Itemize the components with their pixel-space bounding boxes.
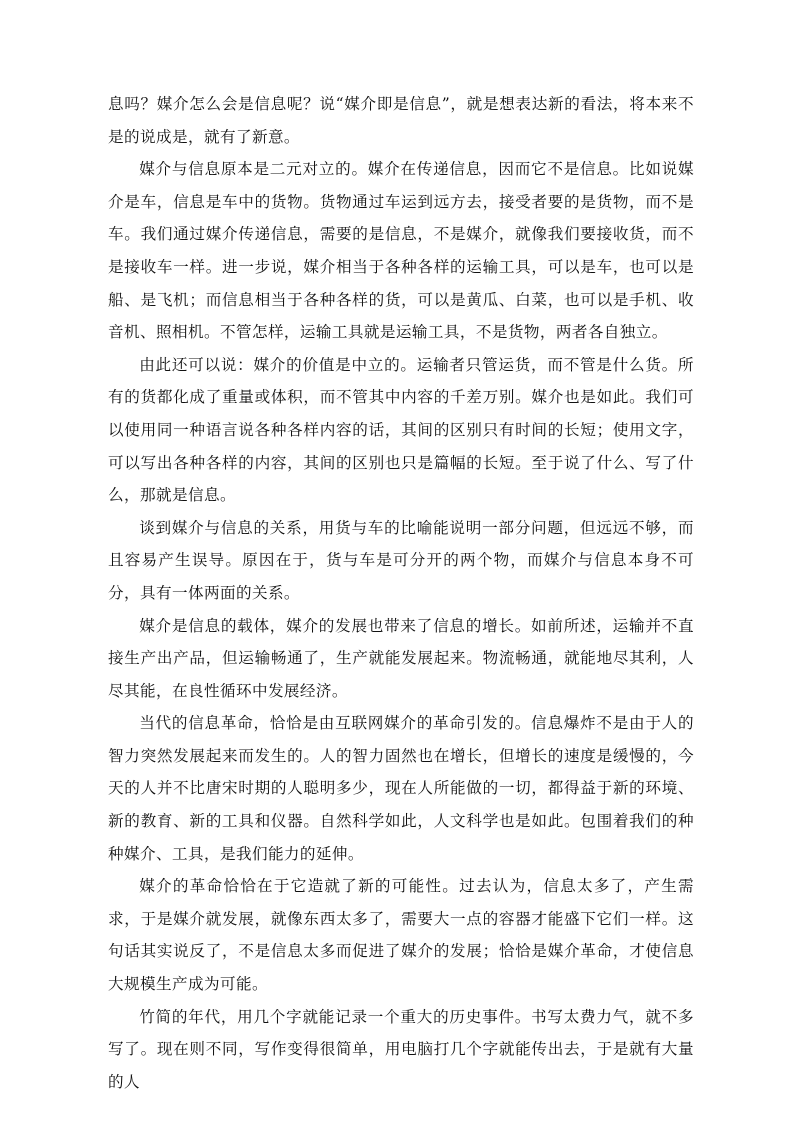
paragraph-information-revolution: 当代的信息革命，恰恰是由互联网媒介的革命引发的。信息爆炸不是由于人的智力突然发展起来而发生的。人的智力固然也在增长，但增长的速度是缓慢的，今天的人并不比唐宋时期的人聪明多少，现在人所能做的一切，都得益于新的环境、新的教育、新的工具和仪器。自然科学如此，人文科学也是如此。包围着我们的种种媒介、工具，是我们能力的延伸。 bbox=[108, 714, 694, 863]
paragraph-continuation: 息吗？媒介怎么会是信息呢？说“媒介即是信息”，就是想表达新的看法，将本来不是的说成是，就有了新意。 bbox=[108, 95, 694, 146]
paragraph-bamboo-slips: 竹简的年代，用几个字就能记录一个重大的历史事件。书写太费力气，就不多写了。现在则不同，写作变得很简单，用电脑打几个字就能传出去，于是就有大量的人 bbox=[108, 1007, 694, 1091]
document-page bbox=[108, 88, 694, 1098]
paragraph-media-neutral-value: 由此还可以说：媒介的价值是中立的。运输者只管运货，而不管是什么货。所有的货都化成了重量或体积，而不管其中内容的千差万别。媒介也是如此。我们可以使用同一种语言说各种各样内容的话，其间的区别只有时间的长短；使用文字，可以写出各种各样的内容，其间的区别也只是篇幅的长短。至于说了什么、写了什么，那就是信息。 bbox=[108, 355, 694, 505]
paragraph-media-vs-information: 媒介与信息原本是二元对立的。媒介在传递信息，因而它不是信息。比如说媒介是车，信息是车中的货物。货物通过车运到远方去，接受者要的是货物，而不是车。我们通过媒介传递信息，需要的是信息，不是媒介，就像我们要接收货，而不是接收车一样。进一步说，媒介相当于各种各样的运输工具，可以是车，也可以是船、是飞机；而信息相当于各种各样的货，可以是黄瓜、白菜，也可以是手机、收音机、照相机。不管怎样，运输工具就是运输工具，不是货物，两者各自独立。 bbox=[108, 160, 694, 342]
paragraph-metaphor-limits: 谈到媒介与信息的关系，用货与车的比喻能说明一部分问题，但远远不够，而且容易产生误导。原因在于，货与车是可分开的两个物，而媒介与信息本身不可分，具有一体两面的关系。 bbox=[108, 518, 694, 602]
paragraph-media-carrier: 媒介是信息的载体，媒介的发展也带来了信息的增长。如前所述，运输并不直接生产出产品，但运输畅通了，生产就能发展起来。物流畅通，就能地尽其利，人尽其能，在良性循环中发展经济。 bbox=[108, 616, 694, 700]
paragraph-media-revolution: 媒介的革命恰恰在于它造就了新的可能性。过去认为，信息太多了，产生需求，于是媒介就发展，就像东西太多了，需要大一点的容器才能盛下它们一样。这句话其实说反了，不是信息太多而促进了媒介的发展；恰恰是媒介革命，才使信息大规模生产成为可能。 bbox=[108, 877, 694, 994]
